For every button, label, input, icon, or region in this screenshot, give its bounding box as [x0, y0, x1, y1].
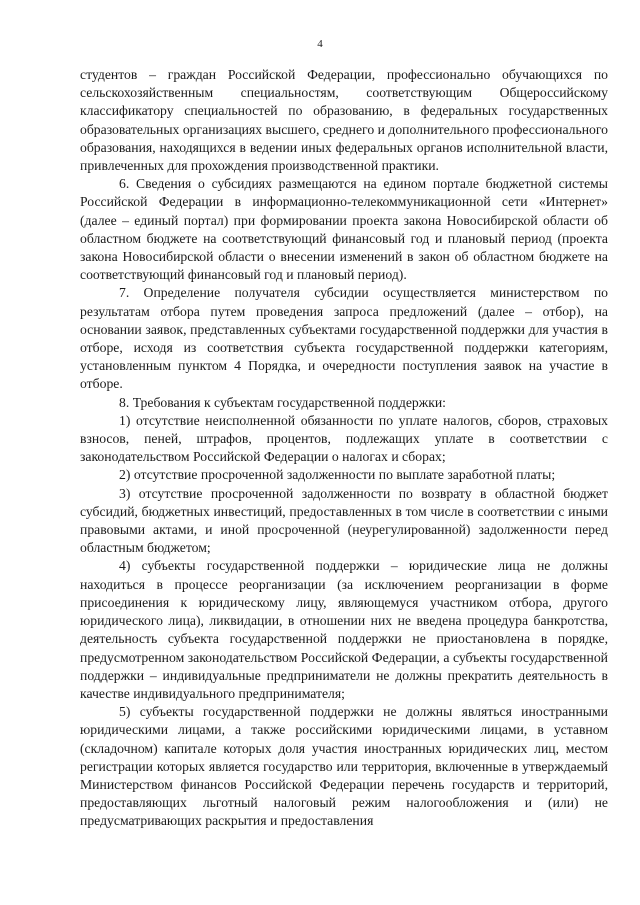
requirement-1: 1) отсутствие неисполненной обязанности по уплате налогов, сборов, страховых взносов, пеней, штрафов, процентов, подлежащих уплате в соответствии с законодательством Российской Федерации о налогах и сборах;	[80, 412, 608, 465]
requirement-3: 3) отсутствие просроченной задолженности по возврату в областной бюджет субсидий, бюджетных инвестиций, предоставленных в том числе в соответствии с иными правовыми актами, и иной просроченной (неурегулированной) задолженности перед областным бюджетом;	[80, 485, 608, 556]
paragraph-item-6: 6. Сведения о субсидиях размещаются на едином портале бюджетной системы Российской Федерации в информационно-телекоммуникационной сети «Интернет» (далее – единый портал) при формировании проекта закона Новосибирской области об областном бюджете на соответствующий финансовый год и плановый период (проекта закона Новосибирской области о внесении изменений в закон об областном бюджете на соответствующий финансовый год и плановый период).	[80, 176, 608, 283]
paragraph-item-8: 8. Требования к субъектам государственной поддержки:	[119, 394, 446, 410]
requirement-2: 2) отсутствие просроченной задолженности по выплате заработной платы;	[119, 467, 556, 483]
requirement-4: 4) субъекты государственной поддержки – юридические лица не должны находиться в процессе реорганизации (за исключением реорганизации в форме присоединения к юридическому лицу, являющемуся участником отбора, другого юридического лица), ликвидации, в отношении них не введена процедура банкротства, деятельность субъекта государственной поддержки не приостановлена в порядке, предусмотренном законодательством Российской Федерации, а субъекты государственной поддержки – индивидуальные предприниматели не должны прекратить деятельность в качестве индивидуального предпринимателя;	[80, 558, 608, 701]
page-number: 4	[317, 38, 323, 50]
requirement-5: 5) субъекты государственной поддержки не должны являться иностранными юридическими лицами, а также российскими юридическими лицами, в уставном (складочном) капитале которых доля участия иностранных юридических лиц, местом регистрации которых является государство или территория, включенные в утверждаемый Министерством финансов Российской Федерации перечень государств и территорий, предоставляющих льготный налоговый режим налогообложения и (или) не предусматривающих раскрытия и предоставления	[80, 704, 608, 829]
paragraph-continuation: студентов – граждан Российской Федерации, профессионально обучающихся по сельскохозяйственным специальностям, соответствующим Общероссийскому классификатору специальностей по образованию, в федеральных государственных образовательных организациях высшего, среднего и дополнительного профессионального образования, находящихся в ведении иных федеральных органов исполнительной власти, привлеченных для прохождения производственной практики.	[80, 67, 608, 174]
paragraph-item-7: 7. Определение получателя субсидии осуществляется министерством по результатам отбора путем проведения запроса предложений (далее – отбор), на основании заявок, представленных субъектами государственной поддержки для участия в отборе, исходя из соответствия субъекта государственной поддержки категориям, установленным пунктом 4 Порядка, и очередности поступления заявок на участие в отборе.	[80, 285, 608, 392]
document-body	[80, 66, 608, 831]
